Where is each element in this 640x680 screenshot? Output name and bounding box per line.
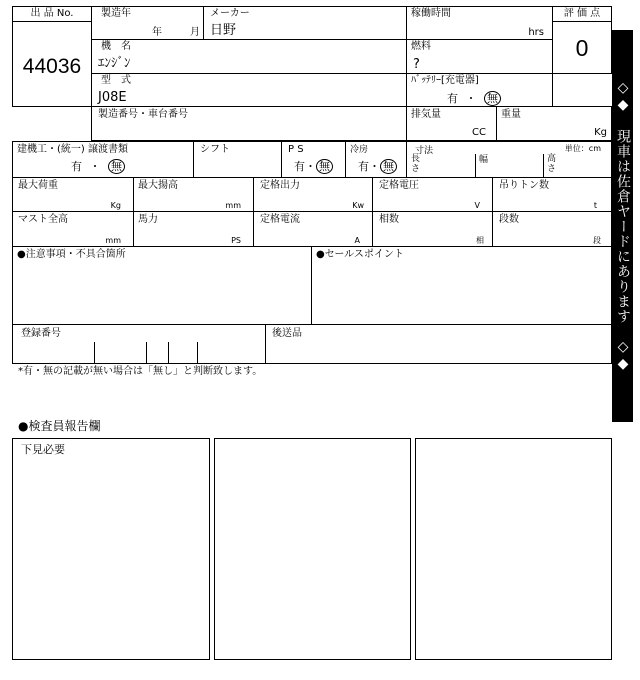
location-banner-text: ◇◆ 現車は佐倉ヤードにあります ◇◆	[615, 79, 631, 373]
ps-dot: ・	[305, 160, 316, 173]
shift-cell	[193, 141, 282, 178]
dims-width-label: 幅	[479, 155, 489, 165]
shift-label: シフト	[200, 144, 230, 155]
battery-yes: 有	[447, 92, 458, 105]
rated-voltage-unit: V	[474, 201, 480, 210]
maker-cell	[203, 6, 407, 40]
maker-label: メーカー	[210, 8, 250, 19]
serial-cell	[91, 106, 407, 141]
sales-box	[311, 246, 612, 325]
battery-cell	[406, 73, 553, 107]
later-box	[265, 324, 612, 364]
model-type-value: J08E	[98, 90, 127, 105]
ps-cell	[281, 141, 346, 178]
lot-number: 44036	[22, 55, 82, 78]
maker-value: 日野	[210, 23, 237, 38]
score-label: 評 価 点	[563, 8, 601, 19]
ps-label: P S	[288, 144, 304, 155]
max-load-unit: Kg	[110, 201, 121, 210]
rated-current-cell	[253, 211, 373, 247]
notes-label: ●注意事項・不具合箇所	[17, 249, 126, 260]
month-unit: 月	[190, 27, 200, 38]
battery-dot: ・	[465, 92, 477, 105]
year-label: 製造年	[101, 8, 131, 19]
max-lift-unit: mm	[225, 201, 241, 210]
transfer-doc-label: 建機工・(統一) 譲渡書類	[17, 144, 128, 155]
horsepower-label: 馬力	[138, 214, 158, 225]
phase-cell	[372, 211, 493, 247]
inspector-box-3[interactable]	[415, 438, 612, 660]
dims-unit: 単位：cm	[564, 144, 601, 153]
notes-box	[12, 246, 312, 325]
model-type-label: 型 式	[101, 75, 131, 86]
year-cell	[91, 6, 204, 40]
fuel-cell	[406, 39, 553, 74]
rated-output-label: 定格出力	[260, 180, 300, 191]
dims-height-label: 高さ	[547, 154, 557, 174]
rated-voltage-label: 定格電圧	[379, 180, 419, 191]
model-type-cell	[91, 73, 407, 107]
max-lift-cell	[133, 177, 254, 212]
fuel-value: ?	[413, 57, 420, 72]
weight-cell	[496, 106, 612, 141]
score-value: 0	[575, 35, 589, 61]
phase-label: 相数	[379, 214, 399, 225]
transfer-doc-options	[71, 159, 125, 174]
transfer-doc-dot: ・	[89, 160, 101, 173]
battery-label: ﾊﾞｯﾃﾘｰ[充電器]	[411, 75, 479, 86]
sales-label: ●セールスポイント	[316, 249, 404, 260]
model-name-value: ｴﾝｼﾞﾝ	[98, 56, 131, 71]
hours-unit: hrs	[528, 27, 544, 38]
displacement-unit: CC	[472, 127, 486, 138]
footnote: *有・無の記載が無い場合は「無し」と判断致します。	[18, 366, 263, 377]
crane-ton-unit: t	[593, 201, 597, 210]
horsepower-unit: PS	[231, 236, 241, 245]
transfer-doc-cell	[12, 141, 194, 178]
inspector-box-2[interactable]	[214, 438, 411, 660]
registration-label: 登録番号	[21, 328, 61, 339]
displacement-cell	[406, 106, 497, 141]
stages-unit: 段	[593, 236, 601, 245]
later-label: 後送品	[272, 328, 302, 339]
stages-cell	[492, 211, 612, 247]
dims-label: 寸法	[415, 146, 434, 156]
rated-voltage-cell	[372, 177, 493, 212]
model-name-cell	[91, 39, 407, 74]
cooler-cell	[345, 141, 407, 178]
cooler-no: 無	[380, 159, 397, 174]
cooler-options	[358, 159, 397, 174]
rated-output-cell	[253, 177, 373, 212]
transfer-doc-no: 無	[108, 159, 125, 174]
inspector-title: ●検査員報告欄	[18, 419, 101, 433]
weight-unit: Kg	[594, 127, 607, 138]
dims-cell	[406, 141, 612, 178]
location-banner	[612, 30, 633, 422]
dims-length-label: 長さ	[411, 154, 421, 174]
stages-label: 段数	[499, 214, 519, 225]
lot-number-box	[12, 6, 92, 107]
model-name-label: 機 名	[101, 41, 131, 52]
inspector-box-1-text: 下見必要	[21, 443, 65, 456]
serial-label: 製造番号・車台番号	[98, 109, 188, 120]
mast-height-label: マスト全高	[18, 214, 68, 225]
rated-current-unit: A	[354, 236, 360, 245]
year-unit: 年	[152, 27, 162, 38]
hours-label: 稼働時間	[411, 8, 451, 19]
ps-options	[294, 159, 333, 174]
ps-no: 無	[316, 159, 333, 174]
lot-label: 出 品 No.	[30, 8, 74, 19]
hours-cell	[406, 6, 553, 40]
battery-no: 無	[484, 91, 501, 106]
max-load-cell	[12, 177, 134, 212]
cooler-dot: ・	[369, 160, 380, 173]
mast-height-cell	[12, 211, 134, 247]
max-lift-label: 最大揚高	[138, 180, 178, 191]
max-load-label: 最大荷重	[18, 180, 58, 191]
crane-ton-cell	[492, 177, 612, 212]
inspector-box-1	[12, 438, 210, 660]
battery-options	[447, 91, 501, 106]
fuel-label: 燃料	[411, 41, 431, 52]
cooler-yes: 有	[358, 160, 369, 173]
horsepower-cell	[133, 211, 254, 247]
phase-unit: 相	[476, 236, 484, 245]
rated-current-label: 定格電流	[260, 214, 300, 225]
registration-box	[12, 324, 266, 364]
rated-output-unit: Kw	[352, 201, 364, 210]
mast-height-unit: mm	[105, 236, 121, 245]
displacement-label: 排気量	[411, 109, 441, 120]
weight-label: 重量	[501, 109, 521, 120]
crane-ton-label: 吊りトン数	[499, 180, 549, 191]
ps-yes: 有	[294, 160, 305, 173]
transfer-doc-yes: 有	[71, 160, 82, 173]
cooler-label: 冷房	[350, 145, 369, 155]
score-box	[552, 6, 612, 74]
